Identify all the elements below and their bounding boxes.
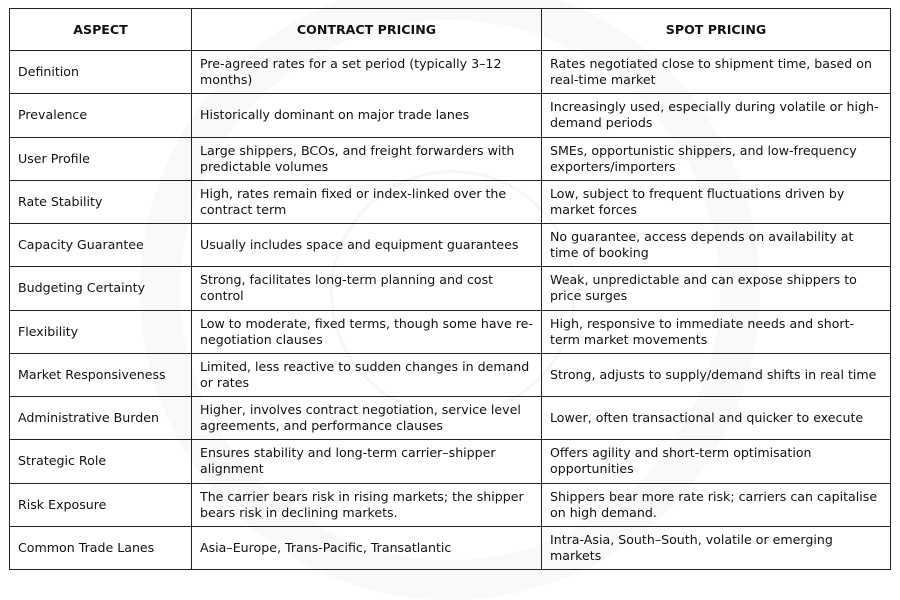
table-row — [10, 137, 891, 180]
cell-spot: Offers agility and short-term optimisation opportunities — [542, 440, 891, 483]
cell-contract: The carrier bears risk in rising markets; the shipper bears risk in declining markets. — [192, 483, 542, 526]
cell-aspect: Prevalence — [10, 94, 192, 137]
table-row — [10, 180, 891, 223]
cell-aspect: Risk Exposure — [10, 483, 192, 526]
cell-contract: Pre-agreed rates for a set period (typically 3–12 months) — [192, 51, 542, 94]
cell-spot: No guarantee, access depends on availability at time of booking — [542, 224, 891, 267]
cell-spot: Strong, adjusts to supply/demand shifts in real time — [542, 353, 891, 396]
table-row — [10, 51, 891, 94]
cell-contract: Usually includes space and equipment guarantees — [192, 224, 542, 267]
header-row — [10, 9, 891, 51]
cell-spot: Lower, often transactional and quicker to execute — [542, 397, 891, 440]
cell-spot: Weak, unpredictable and can expose shippers to price surges — [542, 267, 891, 310]
cell-contract: Ensures stability and long-term carrier–shipper alignment — [192, 440, 542, 483]
cell-aspect: Administrative Burden — [10, 397, 192, 440]
table-row — [10, 526, 891, 569]
table-row — [10, 353, 891, 396]
cell-spot: High, responsive to immediate needs and short-term market movements — [542, 310, 891, 353]
cell-contract: Historically dominant on major trade lanes — [192, 94, 542, 137]
header-spot: SPOT PRICING — [542, 9, 891, 51]
cell-contract: Asia–Europe, Trans-Pacific, Transatlantic — [192, 526, 542, 569]
cell-spot: Intra-Asia, South–South, volatile or emerging markets — [542, 526, 891, 569]
cell-aspect: Strategic Role — [10, 440, 192, 483]
table-row — [10, 94, 891, 137]
table-row — [10, 267, 891, 310]
cell-contract: Large shippers, BCOs, and freight forwarders with predictable volumes — [192, 137, 542, 180]
cell-aspect: Flexibility — [10, 310, 192, 353]
cell-aspect: Budgeting Certainty — [10, 267, 192, 310]
cell-aspect: Rate Stability — [10, 180, 192, 223]
cell-spot: Rates negotiated close to shipment time, based on real-time market — [542, 51, 891, 94]
table-row — [10, 483, 891, 526]
cell-contract: Low to moderate, fixed terms, though some have re-negotiation clauses — [192, 310, 542, 353]
cell-contract: Higher, involves contract negotiation, service level agreements, and performance clauses — [192, 397, 542, 440]
cell-contract: Strong, facilitates long-term planning and cost control — [192, 267, 542, 310]
header-aspect: ASPECT — [10, 9, 192, 51]
cell-aspect: Capacity Guarantee — [10, 224, 192, 267]
cell-spot: SMEs, opportunistic shippers, and low-frequency exporters/importers — [542, 137, 891, 180]
cell-aspect: Market Responsiveness — [10, 353, 192, 396]
cell-contract: Limited, less reactive to sudden changes in demand or rates — [192, 353, 542, 396]
table-row — [10, 440, 891, 483]
table-row — [10, 397, 891, 440]
cell-aspect: Definition — [10, 51, 192, 94]
cell-contract: High, rates remain fixed or index-linked over the contract term — [192, 180, 542, 223]
table-row — [10, 310, 891, 353]
cell-spot: Low, subject to frequent fluctuations driven by market forces — [542, 180, 891, 223]
header-contract: CONTRACT PRICING — [192, 9, 542, 51]
cell-spot: Shippers bear more rate risk; carriers can capitalise on high demand. — [542, 483, 891, 526]
cell-aspect: User Profile — [10, 137, 192, 180]
cell-aspect: Common Trade Lanes — [10, 526, 192, 569]
pricing-comparison-table — [9, 8, 891, 570]
cell-spot: Increasingly used, especially during volatile or high-demand periods — [542, 94, 891, 137]
table-row — [10, 224, 891, 267]
